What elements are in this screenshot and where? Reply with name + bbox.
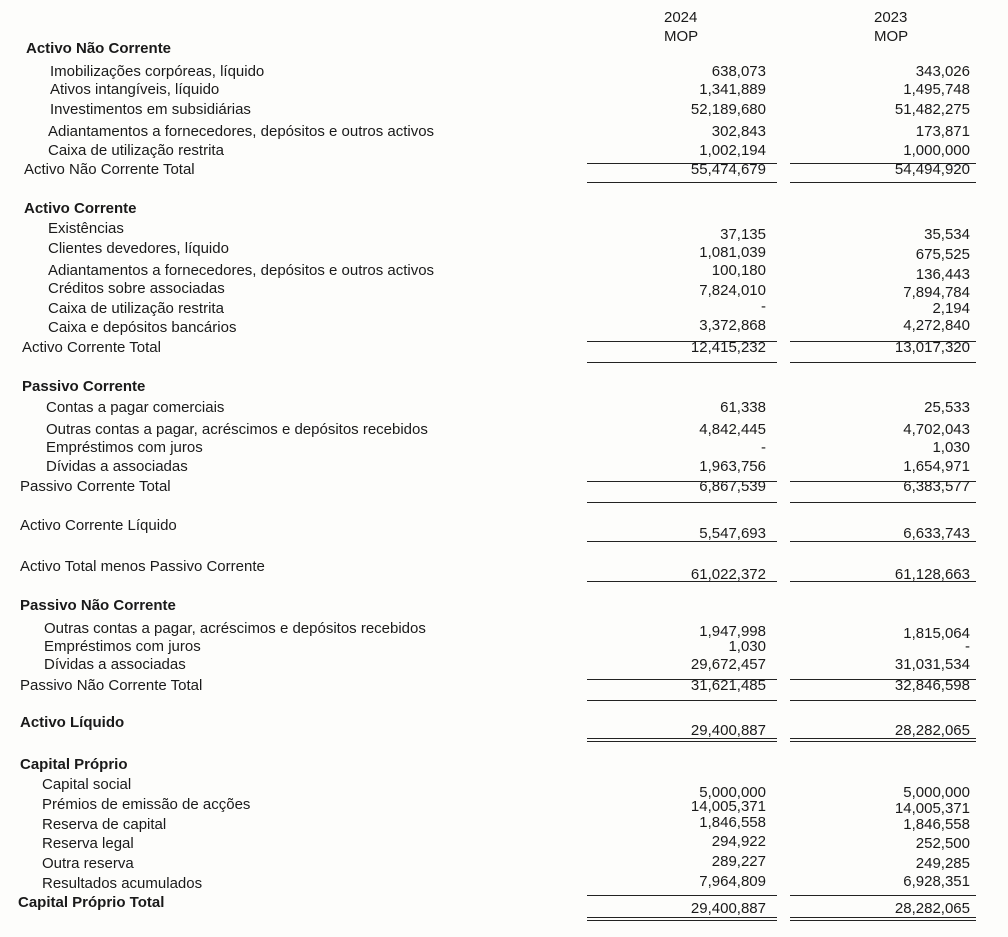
section-heading-passivo-corrente — [0, 378, 1008, 396]
value-2023: 31,031,534 — [894, 656, 970, 673]
value-2024: 100,180 — [711, 262, 766, 279]
row-outras-contas-a-pagar-acrescimos-e-depositos-recebidos — [0, 421, 1008, 439]
underline-rule — [790, 341, 976, 342]
row-label: Outras contas a pagar, acréscimos e depósitos recebidos — [46, 421, 428, 438]
section-heading-activo-corrente — [0, 200, 1008, 218]
row-capital-social — [0, 776, 1008, 801]
row-label: Passivo Não Corrente Total — [20, 677, 203, 694]
underline-rule — [587, 741, 777, 742]
row-label: Dívidas a associadas — [44, 656, 186, 673]
row-label: Activo Não Corrente Total — [24, 161, 195, 178]
value-2023: 252,500 — [915, 835, 970, 852]
value-2023: 13,017,320 — [894, 339, 970, 356]
section-heading-activo-nao-corrente — [0, 40, 1008, 58]
underline-rule — [790, 917, 976, 918]
row-label: Activo Não Corrente — [26, 40, 172, 57]
underline-rule — [790, 182, 976, 183]
row-premios-de-emissao-de-accoes — [0, 796, 1008, 817]
row-resultados-acumulados — [0, 875, 1008, 893]
value-2023: 1,495,748 — [903, 81, 970, 98]
value-2023: 5,000,000 — [903, 784, 970, 801]
row-emprestimos-com-juros — [0, 439, 1008, 457]
underline-rule — [790, 362, 976, 363]
row-label: Ativos intangíveis, líquido — [50, 81, 220, 98]
row-label: Caixa de utilização restrita — [48, 300, 224, 317]
column-currency: MOP — [874, 28, 909, 45]
value-2023: 1,654,971 — [903, 458, 970, 475]
value-2024: 638,073 — [711, 63, 766, 80]
row-adiantamentos-a-fornecedores-depositos-e-outros-activos — [0, 123, 1008, 141]
row-dividas-a-associadas — [0, 458, 1008, 476]
row-caixa-de-utilizacao-restrita — [0, 142, 1008, 160]
value-2023: 6,633,743 — [903, 525, 970, 542]
value-2024: 29,400,887 — [690, 722, 766, 739]
row-label: Activo Corrente Líquido — [20, 517, 177, 534]
row-label: Investimentos em subsidiárias — [50, 101, 251, 118]
value-2024: 37,135 — [720, 226, 766, 243]
row-outras-contas-a-pagar-acrescimos-e-depositos-recebidos — [0, 620, 1008, 642]
row-clientes-devedores-liquido — [0, 240, 1008, 263]
underline-rule — [790, 741, 976, 742]
value-2023: 249,285 — [915, 855, 970, 872]
row-activo-liquido — [0, 714, 1008, 739]
value-2024: 1,963,756 — [699, 458, 766, 475]
column-year: 2023 — [874, 9, 908, 26]
value-2023: 1,815,064 — [903, 625, 970, 642]
row-caixa-de-utilizacao-restrita — [0, 300, 1008, 318]
underline-rule — [790, 541, 976, 542]
section-heading-passivo-nao-corrente — [0, 597, 1008, 615]
row-emprestimos-com-juros — [0, 638, 1008, 656]
row-label: Contas a pagar comerciais — [46, 399, 225, 416]
underline-rule — [587, 700, 777, 701]
value-2024: 7,824,010 — [699, 282, 766, 299]
underline-rule — [790, 920, 976, 921]
underline-rule — [587, 481, 777, 482]
row-activo-corrente-liquido — [0, 517, 1008, 542]
value-2023: 32,846,598 — [894, 677, 970, 694]
row-dividas-a-associadas — [0, 656, 1008, 674]
row-label: Outras contas a pagar, acréscimos e depósitos recebidos — [44, 620, 426, 637]
row-label: Adiantamentos a fornecedores, depósitos e outros activos — [48, 123, 435, 140]
underline-rule — [587, 679, 777, 680]
row-label: Reserva legal — [42, 835, 134, 852]
underline-rule — [790, 700, 976, 701]
row-reserva-legal — [0, 835, 1008, 853]
underline-rule — [587, 341, 777, 342]
row-investimentos-em-subsidiarias — [0, 101, 1008, 119]
value-2024: 5,547,693 — [699, 525, 766, 542]
row-label: Dívidas a associadas — [46, 458, 188, 475]
value-2023: 1,000,000 — [903, 142, 970, 159]
value-2023: 7,894,784 — [903, 284, 970, 301]
underline-rule — [790, 481, 976, 482]
value-2024: 31,621,485 — [690, 677, 766, 694]
row-label: Activo Total menos Passivo Corrente — [20, 558, 265, 575]
row-creditos-sobre-associadas — [0, 280, 1008, 301]
row-label: Passivo Corrente — [22, 378, 146, 395]
value-2024: 52,189,680 — [690, 101, 766, 118]
value-2024: 4,842,445 — [699, 421, 766, 438]
value-2023: 51,482,275 — [894, 101, 970, 118]
value-2023: 173,871 — [915, 123, 970, 140]
underline-rule — [587, 502, 777, 503]
value-2023: - — [965, 638, 970, 655]
row-label: Capital social — [42, 776, 132, 793]
value-2024: 289,227 — [711, 853, 766, 870]
row-label: Outra reserva — [42, 855, 134, 872]
value-2024: 61,338 — [720, 399, 766, 416]
underline-rule — [587, 541, 777, 542]
value-2023: 6,383,577 — [903, 478, 970, 495]
value-2024: 12,415,232 — [690, 339, 766, 356]
value-2023: 28,282,065 — [894, 900, 970, 917]
row-capital-proprio-total — [0, 894, 1008, 917]
value-2023: 675,525 — [915, 246, 970, 263]
row-label: Activo Corrente Total — [22, 339, 161, 356]
row-label: Imobilizações corpóreas, líquido — [50, 63, 265, 80]
underline-rule — [790, 895, 976, 896]
underline-rule — [790, 679, 976, 680]
row-ativos-intangiveis-liquido — [0, 81, 1008, 99]
value-2024: 302,843 — [711, 123, 766, 140]
value-2023: 14,005,371 — [894, 800, 970, 817]
value-2024: 61,022,372 — [690, 566, 766, 583]
underline-rule — [790, 163, 976, 164]
row-label: Reserva de capital — [42, 816, 167, 833]
value-2024: 5,000,000 — [699, 784, 766, 801]
value-2023: 1,030 — [932, 439, 970, 456]
row-label: Créditos sobre associadas — [48, 280, 225, 297]
underline-rule — [790, 738, 976, 739]
row-label: Capital Próprio — [20, 756, 128, 773]
value-2024: 1,081,039 — [699, 244, 766, 261]
value-2023: 54,494,920 — [894, 161, 970, 178]
value-2023: 136,443 — [915, 266, 970, 283]
underline-rule — [587, 895, 777, 896]
row-label: Caixa e depósitos bancários — [48, 319, 237, 336]
value-2024: 6,867,539 — [699, 478, 766, 495]
row-activo-total-menos-passivo-corrente — [0, 558, 1008, 583]
value-2023: 25,533 — [924, 399, 970, 416]
column-currency: MOP — [664, 28, 699, 45]
value-2023: 2,194 — [932, 300, 970, 317]
underline-rule — [587, 182, 777, 183]
row-contas-a-pagar-comerciais — [0, 399, 1008, 417]
underline-rule — [587, 917, 777, 918]
row-label: Empréstimos com juros — [44, 638, 201, 655]
section-heading-capital-proprio — [0, 756, 1008, 774]
row-label: Activo Corrente — [24, 200, 137, 217]
value-2024: 1,002,194 — [699, 142, 766, 159]
value-2024: 1,030 — [728, 638, 766, 655]
row-label: Empréstimos com juros — [46, 439, 203, 456]
value-2023: 6,928,351 — [903, 873, 970, 890]
underline-rule — [587, 362, 777, 363]
row-label: Caixa de utilização restrita — [48, 142, 224, 159]
row-outra-reserva — [0, 855, 1008, 873]
row-reserva-de-capital — [0, 816, 1008, 834]
value-2024: 29,672,457 — [690, 656, 766, 673]
value-2024: 14,005,371 — [690, 798, 766, 815]
row-caixa-e-depositos-bancarios — [0, 319, 1008, 337]
value-2024: 294,922 — [711, 833, 766, 850]
row-existencias — [0, 220, 1008, 243]
value-2023: 61,128,663 — [894, 566, 970, 583]
value-2024: 1,947,998 — [699, 623, 766, 640]
underline-rule — [587, 581, 777, 582]
value-2023: 1,846,558 — [903, 816, 970, 833]
value-2024: 1,846,558 — [699, 814, 766, 831]
row-label: Passivo Corrente Total — [20, 478, 171, 495]
row-label: Resultados acumulados — [42, 875, 203, 892]
underline-rule — [587, 920, 777, 921]
row-label: Activo Líquido — [20, 714, 125, 731]
value-2023: 35,534 — [924, 226, 970, 243]
value-2024: 1,341,889 — [699, 81, 766, 98]
value-2023: 343,026 — [915, 63, 970, 80]
row-label: Adiantamentos a fornecedores, depósitos e outros activos — [48, 262, 435, 279]
value-2023: 4,702,043 — [903, 421, 970, 438]
value-2024: - — [761, 439, 766, 456]
value-2024: - — [761, 298, 766, 315]
value-2023: 28,282,065 — [894, 722, 970, 739]
value-2024: 29,400,887 — [690, 900, 766, 917]
value-2024: 3,372,868 — [699, 317, 766, 334]
column-year: 2024 — [664, 9, 698, 26]
row-label: Existências — [48, 220, 124, 237]
row-label: Passivo Não Corrente — [20, 597, 176, 614]
underline-rule — [587, 738, 777, 739]
row-label: Clientes devedores, líquido — [48, 240, 229, 257]
row-label: Prémios de emissão de acções — [42, 796, 251, 813]
value-2024: 7,964,809 — [699, 873, 766, 890]
value-2024: 55,474,679 — [690, 161, 766, 178]
row-imobilizacoes-corporeas-liquido — [0, 63, 1008, 81]
underline-rule — [790, 502, 976, 503]
row-adiantamentos-a-fornecedores-depositos-e-outros-activos — [0, 262, 1008, 283]
row-label: Capital Próprio Total — [18, 894, 165, 911]
underline-rule — [790, 581, 976, 582]
value-2023: 4,272,840 — [903, 317, 970, 334]
underline-rule — [587, 163, 777, 164]
